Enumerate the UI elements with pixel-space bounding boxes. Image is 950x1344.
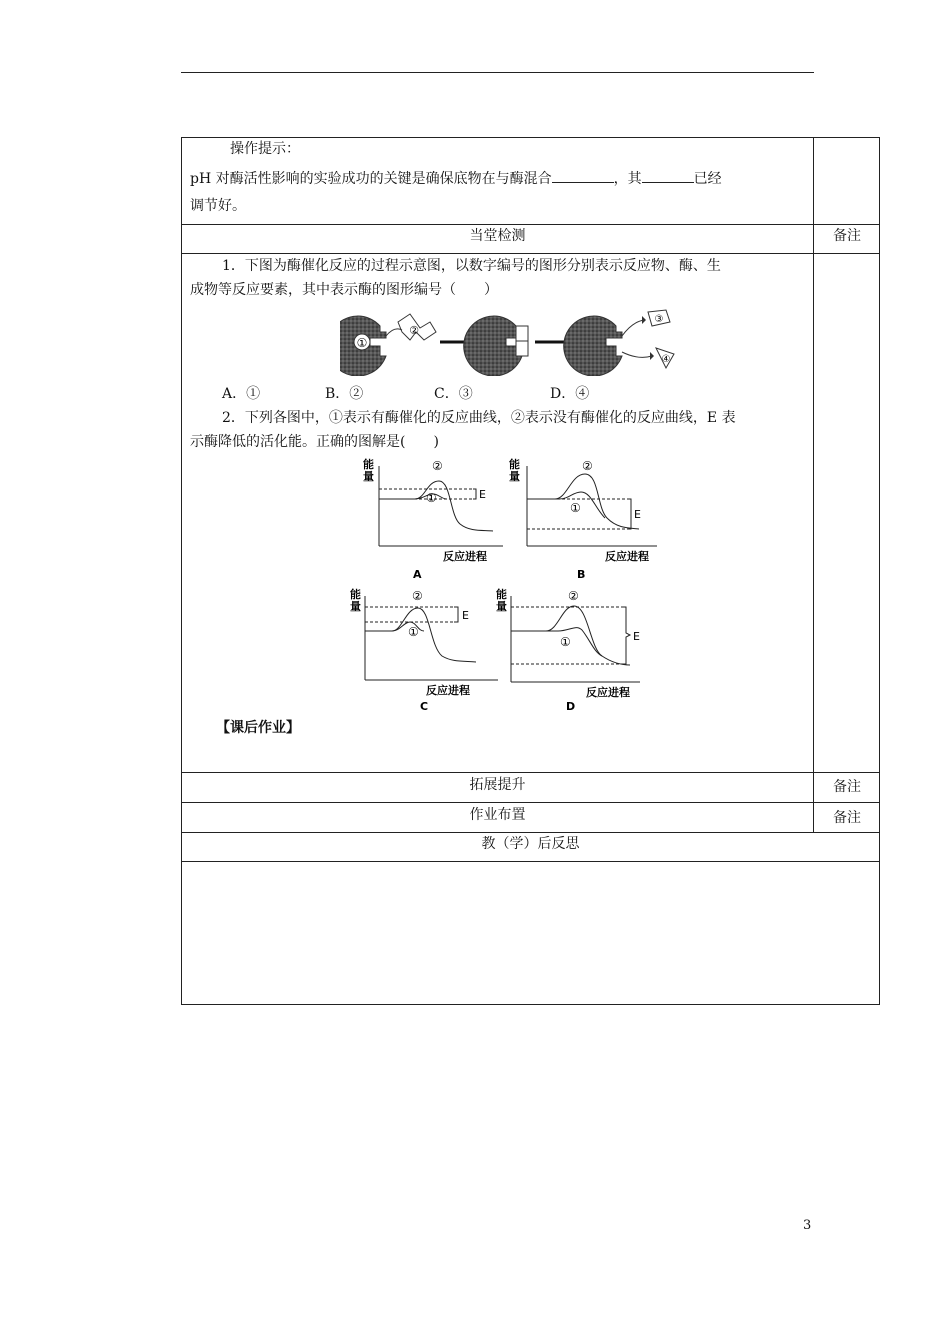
q1-line2: 成物等反应要素，其中表示酶的图形编号（ ） — [190, 282, 498, 298]
lesson-table — [181, 137, 880, 1005]
remark-label: 备注 — [833, 810, 861, 826]
row-divider — [182, 224, 879, 225]
curve-2-label: ② — [412, 589, 423, 603]
blank-2 — [642, 168, 694, 183]
x-label: 反应进程 — [586, 686, 630, 699]
y-label: 量 — [496, 600, 507, 613]
q1-line1: 1．下图为酶催化反应的过程示意图，以数字编号的图形分别表示反应物、酶、生 — [222, 258, 721, 274]
row-divider — [182, 832, 879, 833]
panel-letter: A — [413, 568, 422, 580]
blank-1 — [552, 168, 614, 183]
row-divider — [182, 772, 879, 773]
y-label: 量 — [350, 600, 361, 613]
energy-panel-c — [332, 586, 502, 712]
curve-1-label: ① — [560, 635, 571, 649]
curve-2-label: ② — [582, 459, 593, 473]
y-label: 能 — [496, 588, 507, 601]
curve-2-label: ② — [432, 459, 443, 473]
operation-line2: 调节好。 — [190, 198, 246, 214]
row-divider — [182, 861, 879, 862]
y-label: 能 — [363, 458, 374, 471]
section-extend: 拓展提升 — [469, 777, 526, 793]
panel-letter: B — [577, 568, 586, 580]
section-homework: 作业布置 — [469, 807, 526, 823]
operation-line1 — [190, 168, 722, 189]
page-number: 3 — [803, 1218, 812, 1233]
curve-1-label: ① — [408, 625, 419, 639]
x-label: 反应进程 — [443, 550, 487, 563]
label-4: ④ — [661, 354, 671, 365]
y-label: 量 — [509, 470, 520, 483]
row-divider — [182, 253, 879, 254]
enzyme-process-figure — [340, 306, 685, 376]
section-reflection: 教（学）后反思 — [481, 836, 580, 852]
label-2: ② — [409, 324, 419, 337]
panel-letter: C — [420, 700, 429, 712]
enzyme-complex-shape — [464, 316, 522, 376]
q2-line1: 2．下列各图中，①表示有酶催化的反应曲线，②表示没有酶催化的反应曲线，E 表 — [222, 410, 736, 426]
y-label: 量 — [363, 470, 374, 483]
curve-1-label: ① — [570, 501, 581, 515]
after-class-heading: 【课后作业】 — [216, 720, 300, 736]
remark-label: 备注 — [833, 779, 861, 795]
section-check: 当堂检测 — [469, 228, 526, 244]
e-label: E — [462, 609, 469, 622]
row-divider — [182, 802, 879, 803]
label-1: ① — [356, 336, 368, 350]
x-label: 反应进程 — [426, 684, 470, 697]
enzyme-shape-released — [564, 316, 622, 376]
energy-panel-a — [355, 456, 505, 580]
q1-option-b: B．② — [325, 386, 364, 402]
operation-text-a: pH 对酶活性影响的实验成功的关键是确保底物在与酶混合 — [190, 171, 552, 187]
operation-text-b: ，其 — [613, 171, 642, 187]
header-rule — [181, 72, 814, 73]
curve-1-label: ① — [426, 491, 437, 505]
y-label: 能 — [509, 458, 520, 471]
label-3: ③ — [654, 314, 664, 325]
energy-panel-b — [497, 456, 667, 580]
remark-label: 备注 — [833, 228, 861, 244]
q1-option-c: C．③ — [434, 386, 473, 402]
energy-panel-d — [490, 586, 670, 712]
operation-text-c: 已经 — [693, 171, 722, 187]
e-label: E — [634, 508, 641, 521]
y-label: 能 — [350, 588, 361, 601]
q2-line2: 示酶降低的活化能。正确的图解是( ) — [190, 434, 439, 450]
curve-2-label: ② — [568, 589, 579, 603]
q1-option-a: A．① — [222, 386, 261, 402]
panel-letter: D — [566, 700, 576, 712]
operation-title: 操作提示： — [230, 141, 300, 157]
q1-option-d: D．④ — [550, 386, 590, 402]
e-label: E — [633, 630, 640, 643]
x-label: 反应进程 — [605, 550, 649, 563]
e-label: E — [479, 488, 486, 501]
